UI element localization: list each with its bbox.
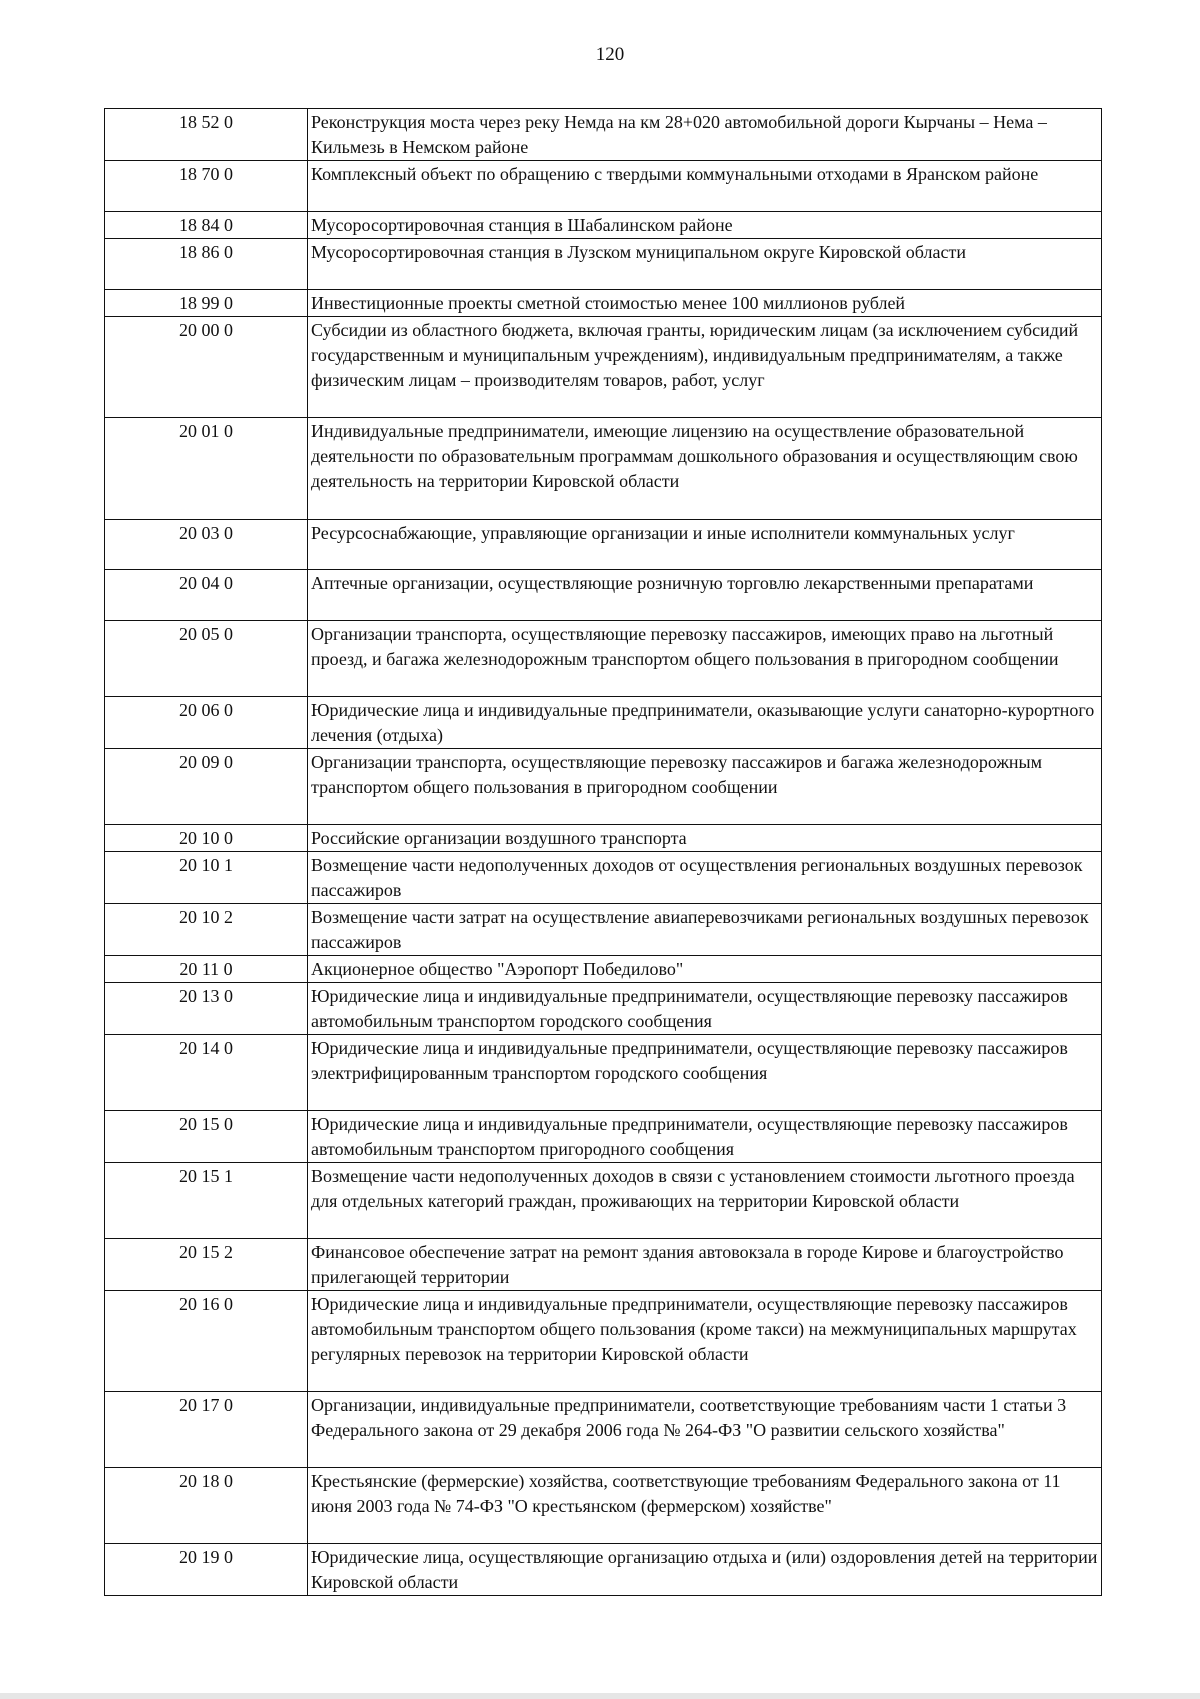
row-code: 18 84 0 [105,212,308,239]
table-row [105,904,1102,956]
page-number: 120 [595,44,625,65]
row-description: Реконструкция моста через реку Немда на км 28+020 автомобильной дороги Кырчаны – Нема – Кильмезь в Немском районе [308,109,1102,161]
row-code: 20 06 0 [105,697,308,749]
row-code: 20 15 2 [105,1239,308,1291]
table-row [105,317,1102,418]
row-description: Аптечные организации, осуществляющие розничную торговлю лекарственными препаратами [308,570,1102,621]
row-code: 20 15 0 [105,1111,308,1163]
row-description: Комплексный объект по обращению с твердыми коммунальными отходами в Яранском районе [308,161,1102,212]
scan-edge [0,1693,1200,1699]
row-code: 20 19 0 [105,1544,308,1596]
table-row [105,161,1102,212]
row-description: Организации транспорта, осуществляющие перевозку пассажиров, имеющих право на льготный проезд, и багажа железнодорожным транспортом общего пользования в пригородном сообщении [308,621,1102,697]
row-code: 20 03 0 [105,520,308,570]
row-code: 20 16 0 [105,1291,308,1392]
table-row [105,825,1102,852]
table-row [105,956,1102,983]
row-code: 20 15 1 [105,1163,308,1239]
table-row [105,109,1102,161]
row-code: 20 13 0 [105,983,308,1035]
row-code: 18 52 0 [105,109,308,161]
table-row [105,1035,1102,1111]
row-description: Мусоросортировочная станция в Лузском муниципальном округе Кировской области [308,239,1102,290]
row-code: 20 10 0 [105,825,308,852]
table-row [105,570,1102,621]
row-code: 20 09 0 [105,749,308,825]
table-row [105,1163,1102,1239]
table-row [105,520,1102,570]
row-code: 20 05 0 [105,621,308,697]
table-row [105,1468,1102,1544]
row-code: 20 10 1 [105,852,308,904]
row-code: 20 04 0 [105,570,308,621]
table-row [105,983,1102,1035]
table-row [105,852,1102,904]
row-description: Возмещение части недополученных доходов в связи с установлением стоимости льготного проезда для отдельных категорий граждан, проживающих на территории Кировской области [308,1163,1102,1239]
row-description: Юридические лица и индивидуальные предприниматели, осуществляющие перевозку пассажиров автомобильным транспортом пригородного сообщения [308,1111,1102,1163]
row-description: Ресурсоснабжающие, управляющие организации и иные исполнители коммунальных услуг [308,520,1102,570]
row-code: 18 99 0 [105,290,308,317]
row-description: Возмещение части недополученных доходов от осуществления региональных воздушных перевозок пассажиров [308,852,1102,904]
row-description: Акционерное общество "Аэропорт Победилово" [308,956,1102,983]
table-row [105,1392,1102,1468]
table-row [105,1111,1102,1163]
row-description: Российские организации воздушного транспорта [308,825,1102,852]
row-description: Юридические лица и индивидуальные предприниматели, осуществляющие перевозку пассажиров автомобильным транспортом городского сообщения [308,983,1102,1035]
row-code: 18 70 0 [105,161,308,212]
table-row [105,1239,1102,1291]
table-row [105,749,1102,825]
table-row [105,1291,1102,1392]
row-code: 20 14 0 [105,1035,308,1111]
row-description: Возмещение части затрат на осуществление авиаперевозчиками региональных воздушных перевозок пассажиров [308,904,1102,956]
table-row [105,290,1102,317]
row-description: Организации, индивидуальные предприниматели, соответствующие требованиям части 1 статьи 3 Федерального закона от 29 декабря 2006 года № 264-ФЗ "О развитии сельского хозяйства" [308,1392,1102,1468]
row-description: Юридические лица и индивидуальные предприниматели, осуществляющие перевозку пассажиров электрифицированным транспортом городского сообщения [308,1035,1102,1111]
row-description: Инвестиционные проекты сметной стоимостью менее 100 миллионов рублей [308,290,1102,317]
row-description: Индивидуальные предприниматели, имеющие лицензию на осуществление образовательной деятельности по образовательным программам дошкольного образования и осуществляющим свою деятельность на территории Кировской области [308,418,1102,520]
row-code: 20 18 0 [105,1468,308,1544]
table-row [105,212,1102,239]
row-description: Финансовое обеспечение затрат на ремонт здания автовокзала в городе Кирове и благоустройство прилегающей территории [308,1239,1102,1291]
row-code: 20 10 2 [105,904,308,956]
row-description: Юридические лица и индивидуальные предприниматели, осуществляющие перевозку пассажиров автомобильным транспортом общего пользования (кроме такси) на межмуниципальных маршрутах регулярных перевозок на территории Кировской области [308,1291,1102,1392]
row-description: Крестьянские (фермерские) хозяйства, соответствующие требованиям Федерального закона от 11 июня 2003 года № 74-ФЗ "О крестьянском (фермерском) хозяйстве" [308,1468,1102,1544]
row-description: Организации транспорта, осуществляющие перевозку пассажиров и багажа железнодорожным транспортом общего пользования в пригородном сообщении [308,749,1102,825]
row-code: 20 17 0 [105,1392,308,1468]
row-code: 20 11 0 [105,956,308,983]
table-row [105,1544,1102,1596]
table-row [105,697,1102,749]
row-description: Субсидии из областного бюджета, включая гранты, юридическим лицам (за исключением субсидий государственным и муниципальным учреждениям), индивидуальным предпринимателям, а также физическим лицам – производителям товаров, работ, услуг [308,317,1102,418]
table-row [105,418,1102,520]
row-code: 20 00 0 [105,317,308,418]
table-row [105,239,1102,290]
table-row [105,621,1102,697]
row-description: Юридические лица и индивидуальные предприниматели, оказывающие услуги санаторно-курортного лечения (отдыха) [308,697,1102,749]
row-description: Юридические лица, осуществляющие организацию отдыха и (или) оздоровления детей на территории Кировской области [308,1544,1102,1596]
row-code: 20 01 0 [105,418,308,520]
row-code: 18 86 0 [105,239,308,290]
budget-codes-table [104,108,1102,1596]
row-description: Мусоросортировочная станция в Шабалинском районе [308,212,1102,239]
